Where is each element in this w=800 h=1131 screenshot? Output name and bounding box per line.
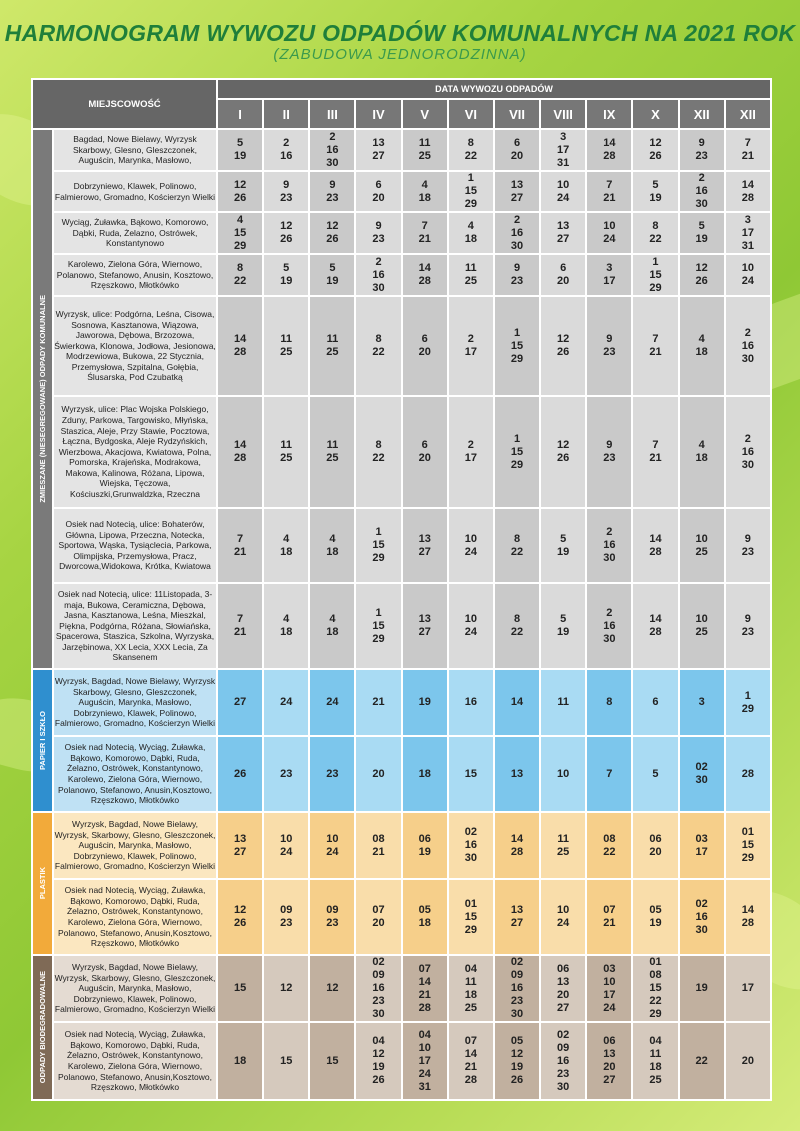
location-cell: Bagdad, Nowe Bielawy, Wyrzysk Skarbowy, Glesno, Gleszczonek, Auguścin, Marynka, Masłowo, bbox=[54, 130, 216, 170]
date-cell: 2 17 bbox=[449, 297, 493, 395]
date-cell: 2 16 30 bbox=[310, 130, 354, 170]
location-cell: Wyrzysk, Bagdad, Nowe Bielawy, Wyrzysk, Skarbowy, Glesno, Gleszczonek, Auguścin, Marynka, Masłowo, Dobrzyniewo, Klawek, Polinowo, Falmierowo, Gromadno, Kościerzyn Wielki bbox=[54, 813, 216, 878]
date-cell: 17 bbox=[726, 956, 770, 1021]
table-row bbox=[33, 130, 770, 170]
table-row bbox=[33, 880, 770, 954]
date-cell: 04 12 19 26 bbox=[356, 1023, 400, 1099]
date-cell: 5 19 bbox=[310, 255, 354, 295]
category-text: PAPIER I SZKŁO bbox=[38, 710, 47, 771]
date-cell: 6 20 bbox=[495, 130, 539, 170]
date-cell: 23 bbox=[264, 737, 308, 811]
date-cell: 7 21 bbox=[218, 584, 262, 668]
date-cell: 03 10 17 24 bbox=[587, 956, 631, 1021]
date-cell: 9 23 bbox=[310, 172, 354, 211]
date-cell: 06 19 bbox=[403, 813, 447, 878]
date-cell: 19 bbox=[680, 956, 724, 1021]
date-cell: 22 bbox=[680, 1023, 724, 1099]
table-row bbox=[33, 255, 770, 295]
date-cell: 02 16 30 bbox=[680, 880, 724, 954]
date-cell: 01 08 15 22 29 bbox=[633, 956, 677, 1021]
date-cell: 06 13 20 27 bbox=[541, 956, 585, 1021]
date-cell: 1 15 29 bbox=[356, 584, 400, 668]
date-cell: 01 15 29 bbox=[449, 880, 493, 954]
date-cell: 5 19 bbox=[541, 509, 585, 582]
date-cell: 2 16 30 bbox=[726, 397, 770, 507]
month-header: III bbox=[310, 100, 354, 128]
date-cell: 8 22 bbox=[495, 584, 539, 668]
month-header: XII bbox=[726, 100, 770, 128]
date-cell: 13 27 bbox=[495, 172, 539, 211]
month-header: XII bbox=[680, 100, 724, 128]
table-row bbox=[33, 1023, 770, 1099]
date-cell: 12 26 bbox=[633, 130, 677, 170]
date-cell: 15 bbox=[218, 956, 262, 1021]
date-cell: 27 bbox=[218, 670, 262, 735]
location-cell: Wyrzysk, ulice: Podgórna, Leśna, Cisowa, Sosnowa, Kasztanowa, Wiązowa, Jaworowa, Dębowa, Brzozowa, Świerkowa, Klonowa, Jodłowa, Jesionowa, Modrzewiowa, Bukowa, 22 Stycznia, Przemysłowa, Szpitalna, Gołębia, Ślusarska, Pod Czubatką bbox=[54, 297, 216, 395]
date-cell: 1 15 29 bbox=[449, 172, 493, 211]
header-dates: DATA WYWOZU ODPADÓW bbox=[218, 80, 770, 98]
date-cell: 10 25 bbox=[680, 509, 724, 582]
date-cell: 12 26 bbox=[310, 213, 354, 253]
date-cell: 13 27 bbox=[218, 813, 262, 878]
date-cell: 9 23 bbox=[587, 397, 631, 507]
table-row bbox=[33, 813, 770, 878]
date-cell: 10 25 bbox=[680, 584, 724, 668]
date-cell: 02 09 16 23 30 bbox=[495, 956, 539, 1021]
date-cell: 14 28 bbox=[403, 255, 447, 295]
date-cell: 5 19 bbox=[218, 130, 262, 170]
date-cell: 6 20 bbox=[403, 397, 447, 507]
date-cell: 6 bbox=[633, 670, 677, 735]
date-cell: 05 19 bbox=[633, 880, 677, 954]
date-cell: 2 16 bbox=[264, 130, 308, 170]
page-subtitle: (ZABUDOWA JEDNORODZINNA) bbox=[273, 46, 527, 63]
date-cell: 10 24 bbox=[264, 813, 308, 878]
table-row bbox=[33, 509, 770, 582]
date-cell: 26 bbox=[218, 737, 262, 811]
location-cell: Dobrzyniewo, Klawek, Polinowo, Falmierowo, Gromadno, Kościerzyn Wielki bbox=[54, 172, 216, 211]
location-cell: Wyrzysk, Bagdad, Nowe Bielawy, Wyrzysk Skarbowy, Glesno, Gleszczonek, Auguścin, Marynka, Masłowo, Dobrzyniewo, Klawek, Polinowo, Falmierowo, Gromadno, Kościerzyn Wielki bbox=[54, 670, 216, 735]
date-cell: 4 18 bbox=[680, 297, 724, 395]
date-cell: 2 16 30 bbox=[356, 255, 400, 295]
date-cell: 9 23 bbox=[726, 584, 770, 668]
date-cell: 2 16 30 bbox=[587, 509, 631, 582]
date-cell: 05 12 19 26 bbox=[495, 1023, 539, 1099]
date-cell: 5 19 bbox=[264, 255, 308, 295]
date-cell: 13 27 bbox=[541, 213, 585, 253]
date-cell: 18 bbox=[403, 737, 447, 811]
date-cell: 1 29 bbox=[726, 670, 770, 735]
category-label bbox=[33, 130, 52, 668]
month-header: X bbox=[633, 100, 677, 128]
month-header: VI bbox=[449, 100, 493, 128]
date-cell: 12 26 bbox=[218, 172, 262, 211]
date-cell: 2 16 30 bbox=[495, 213, 539, 253]
location-cell: Wyrzysk, Bagdad, Nowe Bielawy, Wyrzysk, Skarbowy, Glesno, Gleszczonek, Auguścin, Marynka, Masłowo, Dobrzyniewo, Klawek, Polinowo, Falmierowo, Gromadno, Kościerzyn Wielki bbox=[54, 956, 216, 1021]
date-cell: 8 22 bbox=[495, 509, 539, 582]
location-cell: Osiek nad Notecią, Wyciąg, Żuławka, Bąkowo, Komorowo, Dąbki, Ruda, Żelazno, Ostrówek, Konstantynowo, Karolewo, Zielona Góra, Wiernowo, Polanowo, Stefanowo, Anusin,Kosztowo, Rzęszkowo, Młotkówko bbox=[54, 1023, 216, 1099]
date-cell: 5 bbox=[633, 737, 677, 811]
date-cell: 15 bbox=[310, 1023, 354, 1099]
date-cell: 14 28 bbox=[587, 130, 631, 170]
date-cell: 09 23 bbox=[310, 880, 354, 954]
date-cell: 7 21 bbox=[633, 397, 677, 507]
date-cell: 11 25 bbox=[264, 297, 308, 395]
date-cell: 02 16 30 bbox=[449, 813, 493, 878]
date-cell: 10 24 bbox=[449, 509, 493, 582]
date-cell: 11 25 bbox=[310, 397, 354, 507]
month-header: II bbox=[264, 100, 308, 128]
date-cell: 2 16 30 bbox=[587, 584, 631, 668]
date-cell: 04 10 17 24 31 bbox=[403, 1023, 447, 1099]
date-cell: 14 28 bbox=[218, 397, 262, 507]
date-cell: 12 26 bbox=[218, 880, 262, 954]
date-cell: 02 09 16 23 30 bbox=[356, 956, 400, 1021]
date-cell: 14 28 bbox=[726, 172, 770, 211]
location-cell: Osiek nad Notecią, ulice: Bohaterów, Główna, Lipowa, Przeczna, Notecka, Sportowa, Wąska, Tysiąclecia, Parkowa, Olimpijska, Przemysłowa, Pracz, Dworcowa,Widokowa, Krótka, Kwiatowa bbox=[54, 509, 216, 582]
table-row bbox=[33, 737, 770, 811]
schedule-table bbox=[31, 78, 772, 1101]
date-cell: 9 23 bbox=[264, 172, 308, 211]
date-cell: 07 20 bbox=[356, 880, 400, 954]
table-row bbox=[33, 956, 770, 1021]
date-cell: 12 26 bbox=[541, 297, 585, 395]
date-cell: 10 bbox=[541, 737, 585, 811]
date-cell: 23 bbox=[310, 737, 354, 811]
date-cell: 24 bbox=[310, 670, 354, 735]
date-cell: 06 13 20 27 bbox=[587, 1023, 631, 1099]
table-row bbox=[33, 397, 770, 507]
date-cell: 9 23 bbox=[587, 297, 631, 395]
table-row bbox=[33, 297, 770, 395]
date-cell: 15 bbox=[449, 737, 493, 811]
date-cell: 10 24 bbox=[587, 213, 631, 253]
location-cell: Osiek nad Notecią, Wyciąg, Żuławka, Bąkowo, Komorowo, Dąbki, Ruda, Żelazno, Ostrówek, Konstantynowo, Karolewo, Zielona Góra, Wiernowo, Polanowo, Stefanowo, Anusin,Kosztowo, Rzęszkowo, Młotkówko bbox=[54, 737, 216, 811]
date-cell: 24 bbox=[264, 670, 308, 735]
date-cell: 7 21 bbox=[726, 130, 770, 170]
date-cell: 08 22 bbox=[587, 813, 631, 878]
date-cell: 7 21 bbox=[403, 213, 447, 253]
date-cell: 4 18 bbox=[449, 213, 493, 253]
date-cell: 02 30 bbox=[680, 737, 724, 811]
date-cell: 11 25 bbox=[403, 130, 447, 170]
date-cell: 1 15 29 bbox=[495, 397, 539, 507]
date-cell: 3 17 31 bbox=[726, 213, 770, 253]
table-row bbox=[33, 670, 770, 735]
month-header: I bbox=[218, 100, 262, 128]
date-cell: 4 18 bbox=[310, 584, 354, 668]
month-header: V bbox=[403, 100, 447, 128]
date-cell: 13 27 bbox=[403, 509, 447, 582]
category-label bbox=[33, 956, 52, 1099]
date-cell: 08 21 bbox=[356, 813, 400, 878]
date-cell: 13 27 bbox=[403, 584, 447, 668]
date-cell: 11 25 bbox=[264, 397, 308, 507]
date-cell: 4 18 bbox=[264, 509, 308, 582]
date-cell: 11 25 bbox=[541, 813, 585, 878]
date-cell: 2 16 30 bbox=[726, 297, 770, 395]
date-cell: 3 17 31 bbox=[541, 130, 585, 170]
date-cell: 1 15 29 bbox=[633, 255, 677, 295]
date-cell: 7 bbox=[587, 737, 631, 811]
location-cell: Wyciąg, Żuławka, Bąkowo, Komorowo, Dąbki, Ruda, Żelazno, Ostrówek, Konstantynowo bbox=[54, 213, 216, 253]
date-cell: 05 18 bbox=[403, 880, 447, 954]
date-cell: 8 22 bbox=[449, 130, 493, 170]
month-header: VIII bbox=[541, 100, 585, 128]
date-cell: 9 23 bbox=[356, 213, 400, 253]
date-cell: 3 bbox=[680, 670, 724, 735]
date-cell: 4 18 bbox=[310, 509, 354, 582]
date-cell: 5 19 bbox=[633, 172, 677, 211]
schedule-body bbox=[33, 130, 770, 1099]
date-cell: 5 19 bbox=[680, 213, 724, 253]
date-cell: 13 27 bbox=[356, 130, 400, 170]
month-header: IV bbox=[356, 100, 400, 128]
date-cell: 10 24 bbox=[449, 584, 493, 668]
date-cell: 15 bbox=[264, 1023, 308, 1099]
date-cell: 02 09 16 23 30 bbox=[541, 1023, 585, 1099]
date-cell: 01 15 29 bbox=[726, 813, 770, 878]
location-cell: Wyrzysk, ulice: Plac Wojska Polskiego, Zduny, Parkowa, Targowisko, Młyńska, Staszica, Aleje, Przy Stawie, Pocztowa, Łączna, Bydgoska, Aleje Rydzyńskich, Wierzbowa, Akacjowa, Kwiatowa, Polna, Pomorska, Krajeńska, Modrakowa, Makowa, Kalinowa, Różana, Lipowa, Wiejska, Tęczowa, Kościuszki,Grunwaldzka, Rzeczna bbox=[54, 397, 216, 507]
location-cell: Karolewo, Zielona Góra, Wiernowo, Polanowo, Stefanowo, Anusin, Kosztowo, Rzęszkowo, Młotkówko bbox=[54, 255, 216, 295]
date-cell: 10 24 bbox=[541, 172, 585, 211]
date-cell: 9 23 bbox=[726, 509, 770, 582]
date-cell: 28 bbox=[726, 737, 770, 811]
category-text: ODPADY BIODEGRADOWALNE bbox=[38, 971, 47, 1084]
date-cell: 8 22 bbox=[633, 213, 677, 253]
date-cell: 9 23 bbox=[495, 255, 539, 295]
date-cell: 09 23 bbox=[264, 880, 308, 954]
category-label bbox=[33, 813, 52, 954]
date-cell: 03 17 bbox=[680, 813, 724, 878]
date-cell: 13 bbox=[495, 737, 539, 811]
date-cell: 12 26 bbox=[541, 397, 585, 507]
date-cell: 20 bbox=[356, 737, 400, 811]
date-cell: 12 26 bbox=[680, 255, 724, 295]
date-cell: 07 21 bbox=[587, 880, 631, 954]
date-cell: 8 22 bbox=[218, 255, 262, 295]
table-row bbox=[33, 172, 770, 211]
table-row bbox=[33, 584, 770, 668]
category-label bbox=[33, 670, 52, 811]
month-header: IX bbox=[587, 100, 631, 128]
page-title: HARMONOGRAM WYWOZU ODPADÓW KOMUNALNYCH NA 2021 ROK bbox=[4, 20, 796, 46]
date-cell: 16 bbox=[449, 670, 493, 735]
date-cell: 14 28 bbox=[633, 584, 677, 668]
date-cell: 11 25 bbox=[449, 255, 493, 295]
date-cell: 14 bbox=[495, 670, 539, 735]
date-cell: 6 20 bbox=[541, 255, 585, 295]
date-cell: 4 18 bbox=[264, 584, 308, 668]
date-cell: 12 bbox=[264, 956, 308, 1021]
location-cell: Osiek nad Notecią, ulice: 11Listopada, 3-maja, Bukowa, Ceramiczna, Dębowa, Jasna, Kasztanowa, Leśna, Mieszkal, Piękna, Podgórna, Różana, Słowiańska, Spacerowa, Staszica, Szkolna, Wyrzyska, Jarzębinowa, XX Lecia, XXX Lecia, Za Skansenem bbox=[54, 584, 216, 668]
date-cell: 4 18 bbox=[403, 172, 447, 211]
date-cell: 13 27 bbox=[495, 880, 539, 954]
date-cell: 10 24 bbox=[726, 255, 770, 295]
date-cell: 1 15 29 bbox=[356, 509, 400, 582]
date-cell: 14 28 bbox=[633, 509, 677, 582]
date-cell: 10 24 bbox=[310, 813, 354, 878]
month-header: VII bbox=[495, 100, 539, 128]
date-cell: 14 28 bbox=[495, 813, 539, 878]
date-cell: 06 20 bbox=[633, 813, 677, 878]
date-cell: 21 bbox=[356, 670, 400, 735]
date-cell: 7 21 bbox=[633, 297, 677, 395]
date-cell: 6 20 bbox=[403, 297, 447, 395]
category-text: PLASTIK bbox=[38, 867, 47, 900]
date-cell: 4 15 29 bbox=[218, 213, 262, 253]
date-cell: 19 bbox=[403, 670, 447, 735]
header-location: MIEJSCOWOŚĆ bbox=[33, 80, 216, 128]
date-cell: 12 bbox=[310, 956, 354, 1021]
date-cell: 14 28 bbox=[726, 880, 770, 954]
date-cell: 04 11 18 25 bbox=[633, 1023, 677, 1099]
date-cell: 7 21 bbox=[218, 509, 262, 582]
date-cell: 8 22 bbox=[356, 397, 400, 507]
date-cell: 8 22 bbox=[356, 297, 400, 395]
date-cell: 18 bbox=[218, 1023, 262, 1099]
date-cell: 07 14 21 28 bbox=[449, 1023, 493, 1099]
date-cell: 2 17 bbox=[449, 397, 493, 507]
date-cell: 04 11 18 25 bbox=[449, 956, 493, 1021]
date-cell: 10 24 bbox=[541, 880, 585, 954]
date-cell: 20 bbox=[726, 1023, 770, 1099]
location-cell: Osiek nad Notecią, Wyciąg, Żuławka, Bąkowo, Komorowo, Dąbki, Ruda, Żelazno, Ostrówek, Konstantynowo, Karolewo, Zielona Góra, Wiernowo, Polanowo, Stefanowo, Anusin,Kosztowo, Rzęszkowo, Młotkówko bbox=[54, 880, 216, 954]
date-cell: 12 26 bbox=[264, 213, 308, 253]
date-cell: 8 bbox=[587, 670, 631, 735]
date-cell: 4 18 bbox=[680, 397, 724, 507]
date-cell: 07 14 21 28 bbox=[403, 956, 447, 1021]
date-cell: 11 25 bbox=[310, 297, 354, 395]
date-cell: 7 21 bbox=[587, 172, 631, 211]
table-row bbox=[33, 213, 770, 253]
category-text: ZMIESZANE (NIESEGREGOWANE) ODPADY KOMUNALNE bbox=[38, 295, 47, 503]
date-cell: 11 bbox=[541, 670, 585, 735]
date-cell: 3 17 bbox=[587, 255, 631, 295]
date-cell: 2 16 30 bbox=[680, 172, 724, 211]
date-cell: 5 19 bbox=[541, 584, 585, 668]
date-cell: 14 28 bbox=[218, 297, 262, 395]
date-cell: 6 20 bbox=[356, 172, 400, 211]
date-cell: 9 23 bbox=[680, 130, 724, 170]
date-cell: 1 15 29 bbox=[495, 297, 539, 395]
